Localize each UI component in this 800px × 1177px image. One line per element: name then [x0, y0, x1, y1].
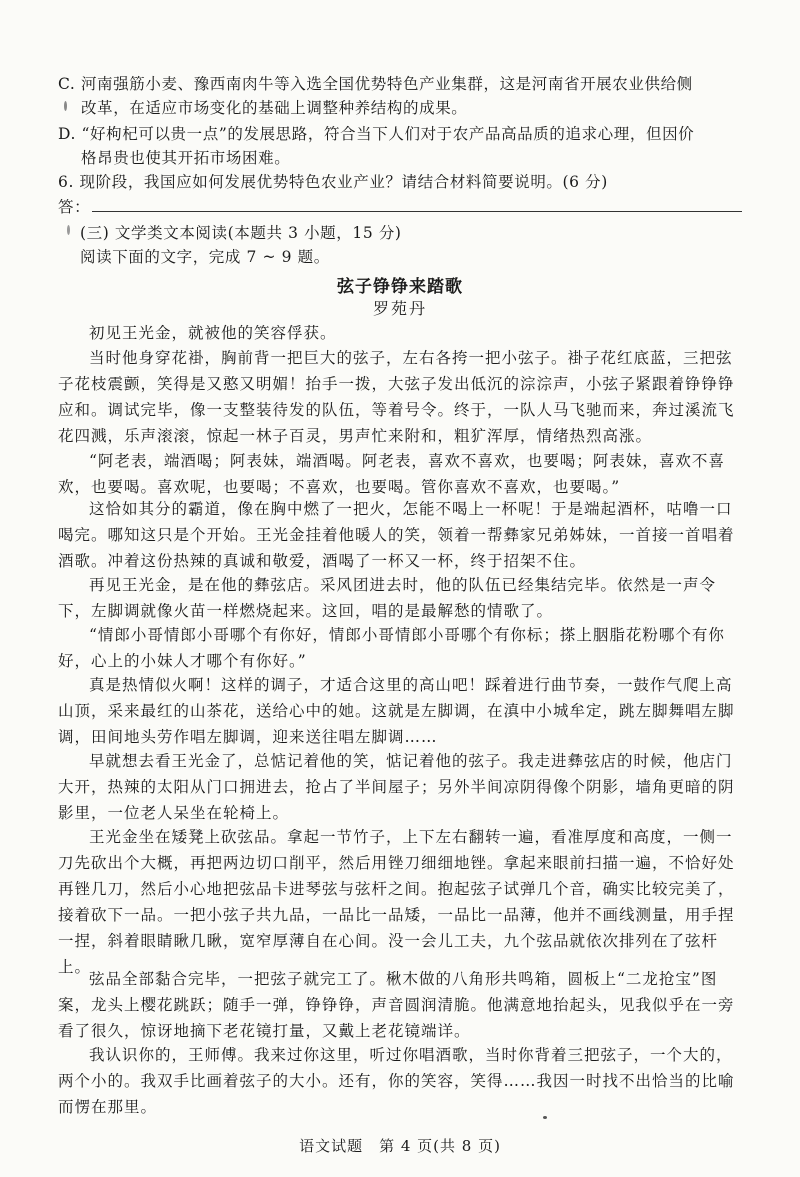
page-footer: 语文试题 第 4 页(共 8 页) [299, 1137, 501, 1155]
story-paragraph: 真是热情似火啊！这样的调子，才适合这里的高山吧！踩着进行曲节奏，一鼓作气爬上高山顶，采来最红的山茶花，送给心中的她。这就是左脚调，在滇中小城牟定，跳左脚舞唱左脚调，田间地头劳作唱左脚调，迎来送往唱左脚调…… [58, 676, 735, 746]
story-author: 罗苑丹 [372, 299, 427, 318]
scan-speck [543, 1116, 547, 1119]
story-paragraph: “情郎小哥情郎小哥哪个有你好，情郎小哥情郎小哥哪个有你标；搽上胭脂花粉哪个有你好，心上的小妹人才哪个有你好。” [58, 626, 725, 670]
section-3-heading: (三) 文学类文本阅读(本题共 3 小题，15 分) [80, 224, 402, 242]
option-c-line1: C. 河南强筋小麦、豫西南肉牛等入选全国优势特色产业集群，这是河南省开展农业供给侧 [58, 75, 693, 93]
option-c-line2: 改革，在适应市场变化的基础上调整种养结构的成果。 [81, 99, 468, 117]
story-paragraph: 初见王光金，就被他的笑容俘获。 [89, 324, 337, 342]
option-d-line2: 格昂贵也使其开拓市场困难。 [81, 149, 291, 167]
story-paragraph: “阿老表，端酒喝；阿表妹，端酒喝。阿老表，喜欢不喜欢，也要喝；阿表妹，喜欢不喜欢，也要喝。喜欢呢，也要喝；不喜欢，也要喝。管你喜欢不喜欢，也要喝。” [58, 452, 725, 496]
section-3-instruction: 阅读下面的文字，完成 7 ~ 9 题。 [80, 248, 330, 266]
story-paragraph: 当时他身穿花褂，胸前背一把巨大的弦子，左右各挎一把小弦子。褂子花红底蓝，三把弦子花枝震颤，笑得是又憨又明媚！抬手一拨，大弦子发出低沉的淙淙声，小弦子紧跟着铮铮铮应和。调试完毕，像一支整装待发的队伍，等着号令。终于，一队人马飞驰而来，奔过溪流飞花四溅，乐声滚滚，惊起一林子百灵，男声忙来附和，粗犷浑厚，情绪热烈高涨。 [58, 349, 735, 445]
story-paragraph: 这恰如其分的霸道，像在胸中燃了一把火，怎能不喝上一杯呢！于是端起酒杯，咕噜一口喝完。哪知这只是个开始。王光金挂着他暖人的笑，领着一帮彝家兄弟姊妹，一首接一首唱着酒歌。冲着这份热辣的真诚和敬爱，酒喝了一杯又一杯，终于招架不住。 [58, 500, 735, 570]
story-paragraph: 弦品全部黏合完毕，一把弦子就完工了。楸木做的八角形共鸣箱，圆板上“二龙抢宝”图案，龙头上樱花跳跃；随手一弹，铮铮铮，声音圆润清脆。他满意地抬起头，见我似乎在一旁看了很久，惊讶地摘下老花镜打量，又戴上老花镜端详。 [58, 970, 735, 1040]
scan-mark [67, 225, 70, 235]
question-6: 6. 现阶段，我国应如何发展优势特色农业产业？请结合材料简要说明。(6 分) [58, 173, 608, 191]
answer-line [92, 211, 742, 212]
option-d-line1: D. “好枸杞可以贵一点”的发展思路，符合当下人们对于农产品高品质的追求心理，但因价 [58, 125, 695, 143]
story-title: 弦子铮铮来踏歌 [337, 277, 463, 297]
story-paragraph: 王光金坐在矮凳上砍弦品。拿起一节竹子，上下左右翻转一遍，看准厚度和高度，一侧一刀先砍出个大概，再把两边切口削平，然后用锉刀细细地锉。拿起来眼前扫描一遍，不恰好处再锉几刀，然后小心地把弦品卡进琴弦与弦杆之间。抱起弦子试弹几个音，确实比较完美了，接着砍下一品。一把小弦子共九品，一品比一品矮，一品比一品薄，他并不画线测量，用手捏一捏，斜着眼睛瞅几瞅，宽窄厚薄自在心间。没一会儿工夫，九个弦品就依次排列在了弦杆上。 [58, 828, 735, 976]
scan-mark [64, 101, 67, 111]
story-paragraph: 再见王光金，是在他的彝弦店。采风团进去时，他的队伍已经集结完毕。依然是一声令下，左脚调就像火苗一样燃烧起来。这回，唱的是最解愁的情歌了。 [58, 576, 717, 620]
answer-label: 答： [58, 198, 91, 216]
story-paragraph: 早就想去看王光金了，总惦记着他的笑，惦记着他的弦子。我走进彝弦店的时候，他店门大开，热辣的太阳从门口拥进去，抢占了半间屋子；另外半间凉阴得像个阴影，墙角更暗的阴影里，一位老人呆坐在轮椅上。 [58, 752, 735, 822]
story-paragraph: 我认识你的，王师傅。我来过你这里，听过你唱酒歌，当时你背着三把弦子，一个大的，两个小的。我双手比画着弦子的大小。还有，你的笑容，笑得……我因一时找不出恰当的比喻而愣在那里。 [58, 1046, 735, 1116]
